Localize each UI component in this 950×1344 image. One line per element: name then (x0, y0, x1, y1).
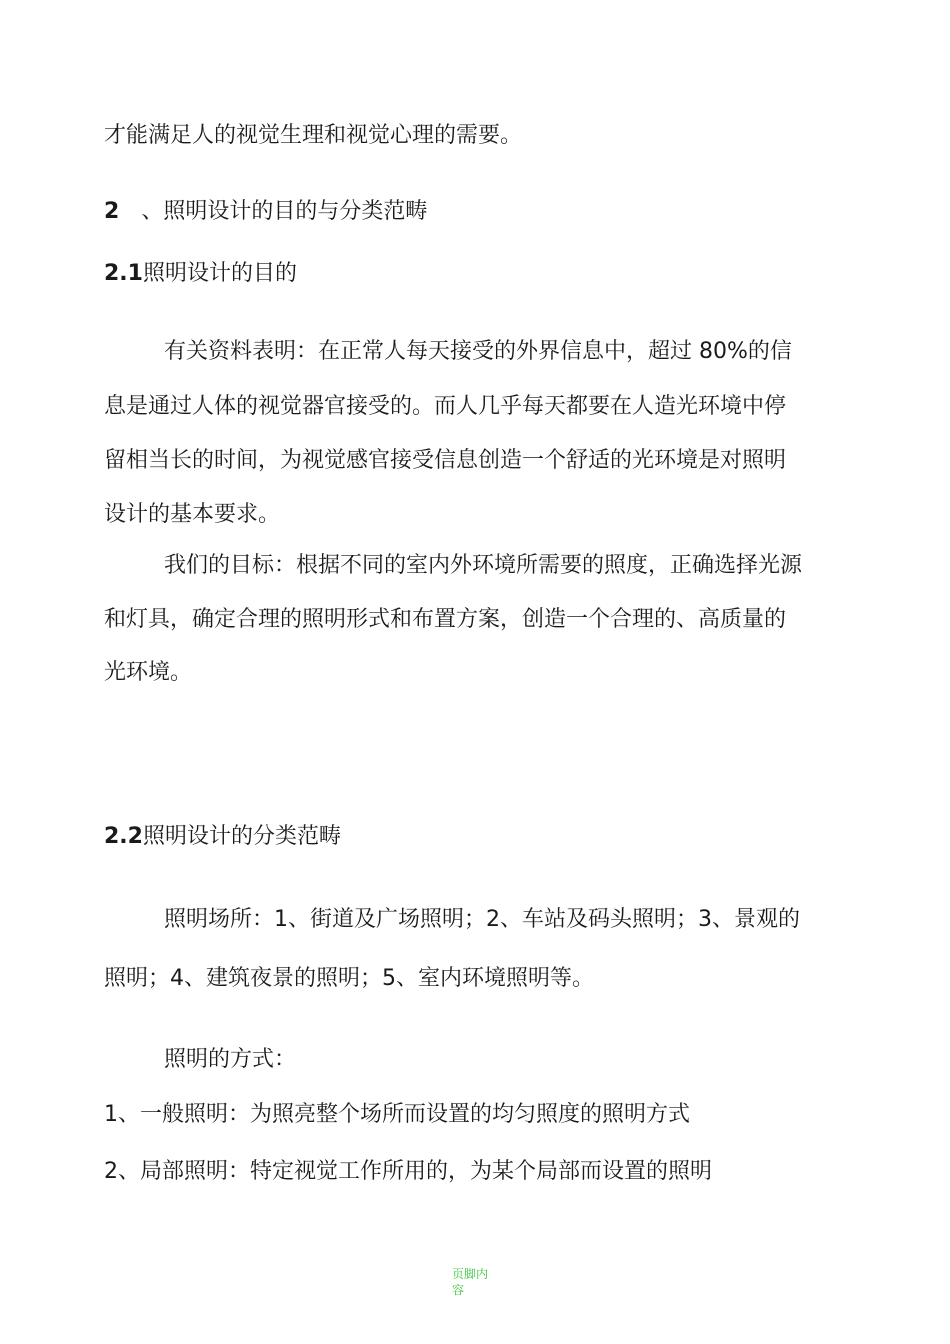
subsection-heading (104, 259, 297, 289)
paragraph-line: 和灯具，确定合理的照明形式和布置方案，创造一个合理的、高质量的 (104, 607, 787, 632)
section-number: 2 (104, 199, 120, 224)
section-heading (104, 197, 427, 227)
subsection-number: 2.1 (104, 261, 143, 286)
paragraph-line: 我们的目标：根据不同的室内外环境所需要的照度，正确选择光源 (164, 553, 803, 578)
subsection-title: 照明设计的目的 (142, 261, 297, 286)
paragraph-line: 照明的方式： (164, 1047, 297, 1072)
subsection-heading (104, 822, 341, 852)
list-item: 2、局部照明：特定视觉工作所用的，为某个局部而设置的照明 (104, 1159, 712, 1184)
list-item: 1、一般照明：为照亮整个场所而设置的均匀照度的照明方式 (104, 1102, 690, 1127)
text-line: 才能满足人的视觉生理和视觉心理的需要。 (104, 123, 523, 148)
paragraph-line: 有关资料表明：在正常人每天接受的外界信息中，超过 80%的信 (164, 339, 792, 364)
paragraph-line: 照明；4、建筑夜景的照明；5、室内环境照明等。 (104, 966, 594, 991)
paragraph-line: 照明场所：1、街道及广场照明；2、车站及码头照明；3、景观的 (164, 907, 800, 932)
page-footer: 页脚内容 (452, 1267, 489, 1297)
subsection-number: 2.2 (104, 824, 143, 849)
paragraph-line: 光环境。 (104, 660, 193, 685)
paragraph-line: 留相当长的时间，为视觉感官接受信息创造一个舒适的光环境是对照明 (104, 448, 787, 473)
section-title: 、照明设计的目的与分类范畴 (141, 199, 428, 224)
paragraph-line: 设计的基本要求。 (104, 502, 281, 527)
subsection-title: 照明设计的分类范畴 (142, 824, 341, 849)
paragraph-line: 息是通过人体的视觉器官接受的。而人几乎每天都要在人造光环境中停 (104, 394, 787, 419)
